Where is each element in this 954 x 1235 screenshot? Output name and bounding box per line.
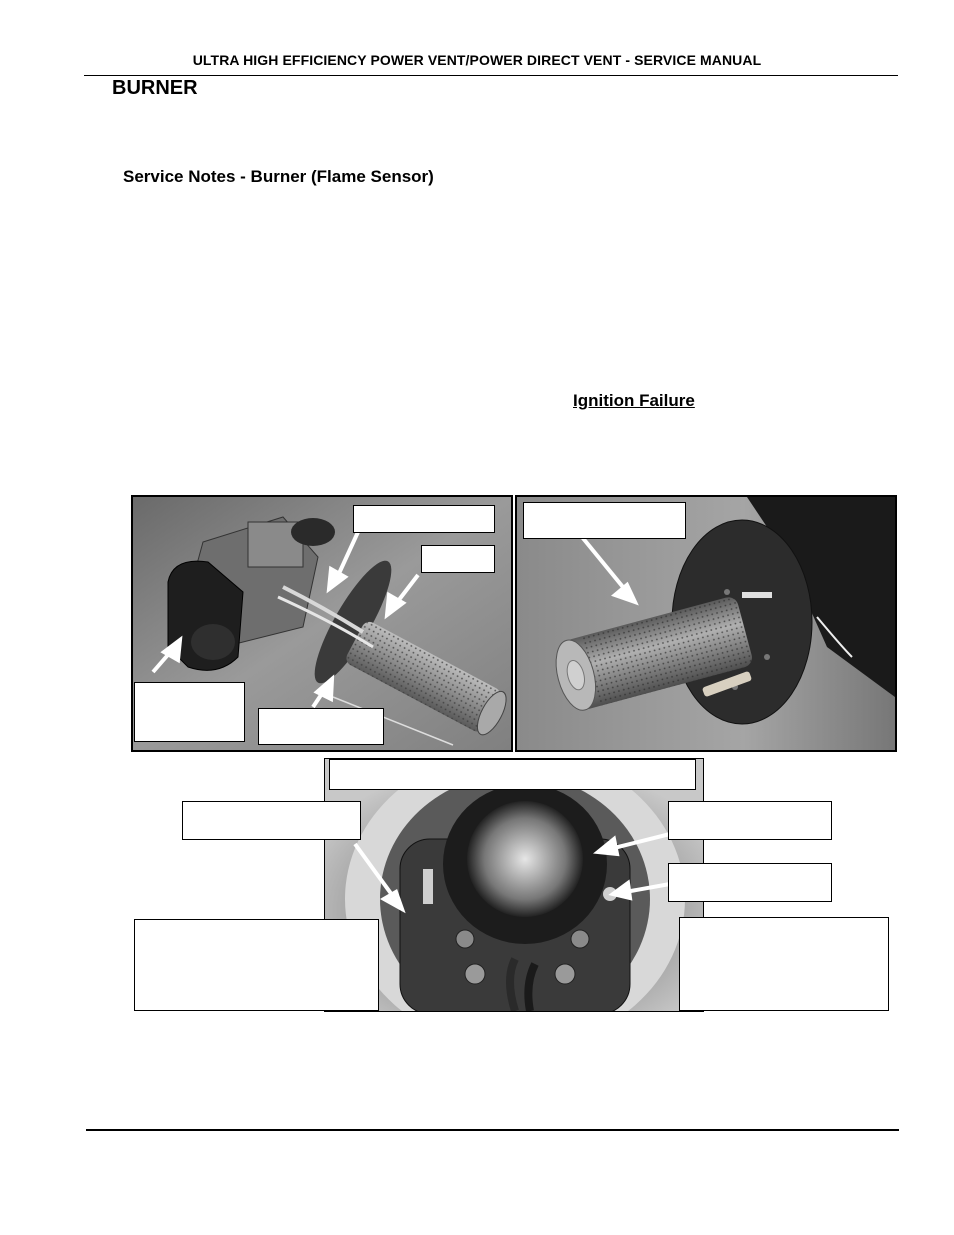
callout-box xyxy=(523,502,686,539)
service-notes-heading: Service Notes - Burner (Flame Sensor) xyxy=(123,167,434,186)
callout-box xyxy=(668,801,832,840)
callout-box xyxy=(182,801,361,840)
section-title: BURNER xyxy=(112,77,198,99)
callout-box xyxy=(134,682,245,742)
ignition-failure-heading: Ignition Failure xyxy=(573,391,695,410)
callout-box xyxy=(353,505,495,533)
burner-port-photo xyxy=(324,758,704,1012)
callout-box xyxy=(329,759,696,790)
callout-box xyxy=(679,917,889,1011)
callout-box xyxy=(421,545,495,573)
callout-box xyxy=(668,863,832,902)
footer-divider xyxy=(86,1129,899,1131)
callout-box xyxy=(134,919,379,1011)
manual-header-title: ULTRA HIGH EFFICIENCY POWER VENT/POWER DIRECT VENT - SERVICE MANUAL xyxy=(192,52,762,68)
callout-box xyxy=(258,708,384,745)
header-divider xyxy=(84,75,898,76)
